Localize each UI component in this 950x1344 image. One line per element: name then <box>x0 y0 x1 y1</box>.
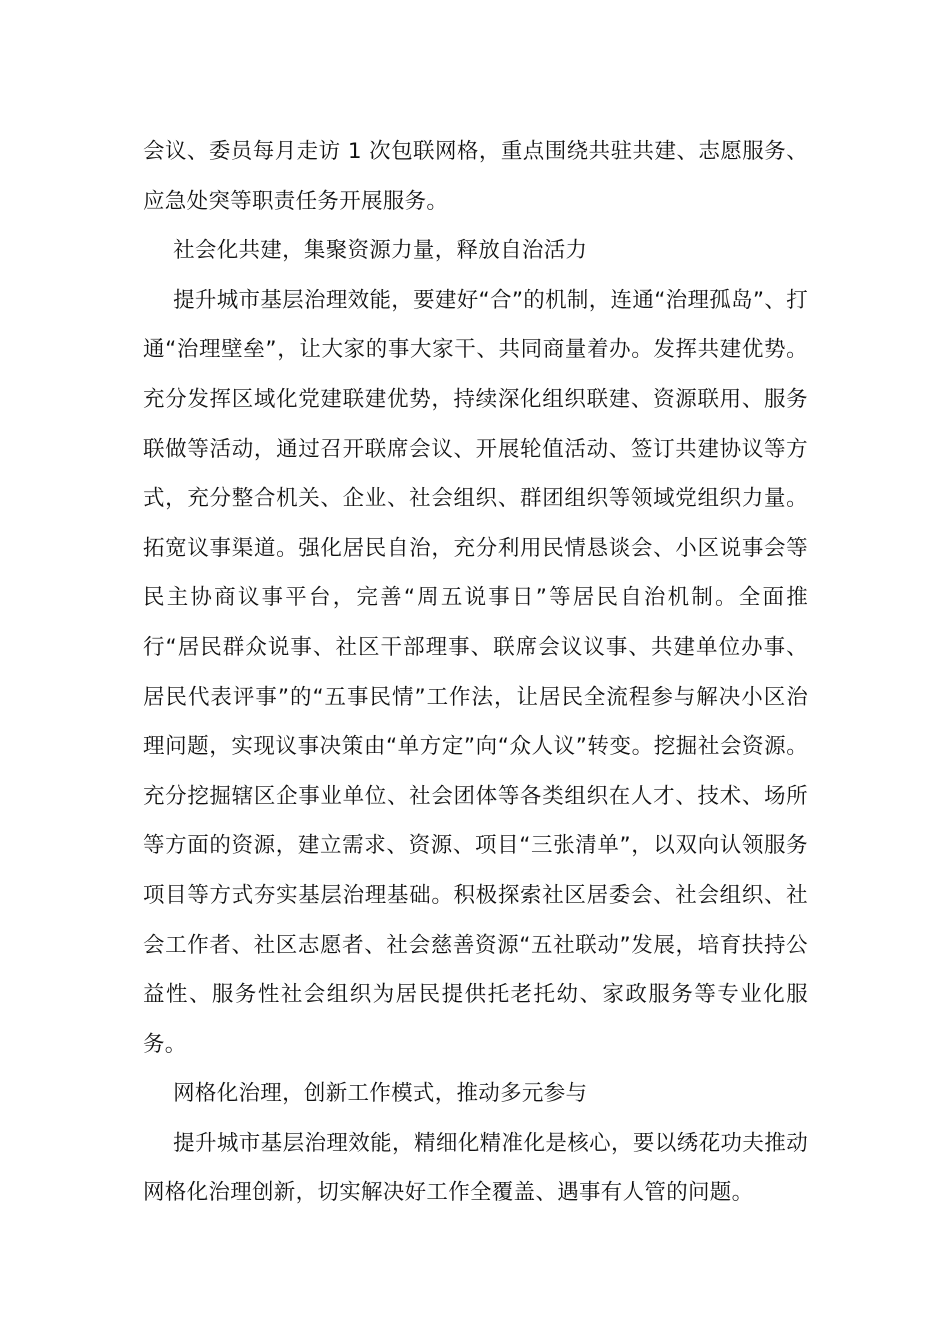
paragraph: 提升城市基层治理效能，精细化精准化是核心，要以绣花功夫推动网格化治理创新，切实解决好工作全覆盖、遇事有人管的问题。 <box>143 1130 808 1206</box>
document-body <box>143 127 808 1218</box>
paragraph-continued: 会议、委员每月走访 1 次包联网格，重点围绕共驻共建、志愿服务、应急处突等职责任务开展服务。 <box>143 139 808 214</box>
paragraph: 提升城市基层治理效能，要建好“合”的机制，连通“治理孤岛”、打通“治理壁垒”，让大家的事大家干、共同商量着办。发挥共建优势。充分发挥区域化党建联建优势，持续深化组织联建、资源联用、服务联做等活动，通过召开联席会议、开展轮值活动、签订共建协议等方式，充分整合机关、企业、社会组织、群团组织等领域党组织力量。拓宽议事渠道。强化居民自治，充分利用民情恳谈会、小区说事会等民主协商议事平台，完善“周五说事日”等居民自治机制。全面推行“居民群众说事、社区干部理事、联席会议议事、共建单位办事、居民代表评事”的“五事民情”工作法，让居民全流程参与解决小区治理问题，实现议事决策由“单方定”向“众人议”转变。挖掘社会资源。充分挖掘辖区企事业单位、社会团体等各类组织在人才、技术、场所等方面的资源，建立需求、资源、项目“三张清单”，以双向认领服务项目等方式夯实基层治理基础。积极探索社区居委会、社会组织、社会工作者、社区志愿者、社会慈善资源“五社联动”发展，培育扶持公益性、服务性社会组织为居民提供托老托幼、家政服务等专业化服务。 <box>143 287 808 1057</box>
section-heading: 社会化共建，集聚资源力量，释放自治活力 <box>173 238 588 264</box>
section-heading: 网格化治理，创新工作模式，推动多元参与 <box>173 1081 588 1107</box>
